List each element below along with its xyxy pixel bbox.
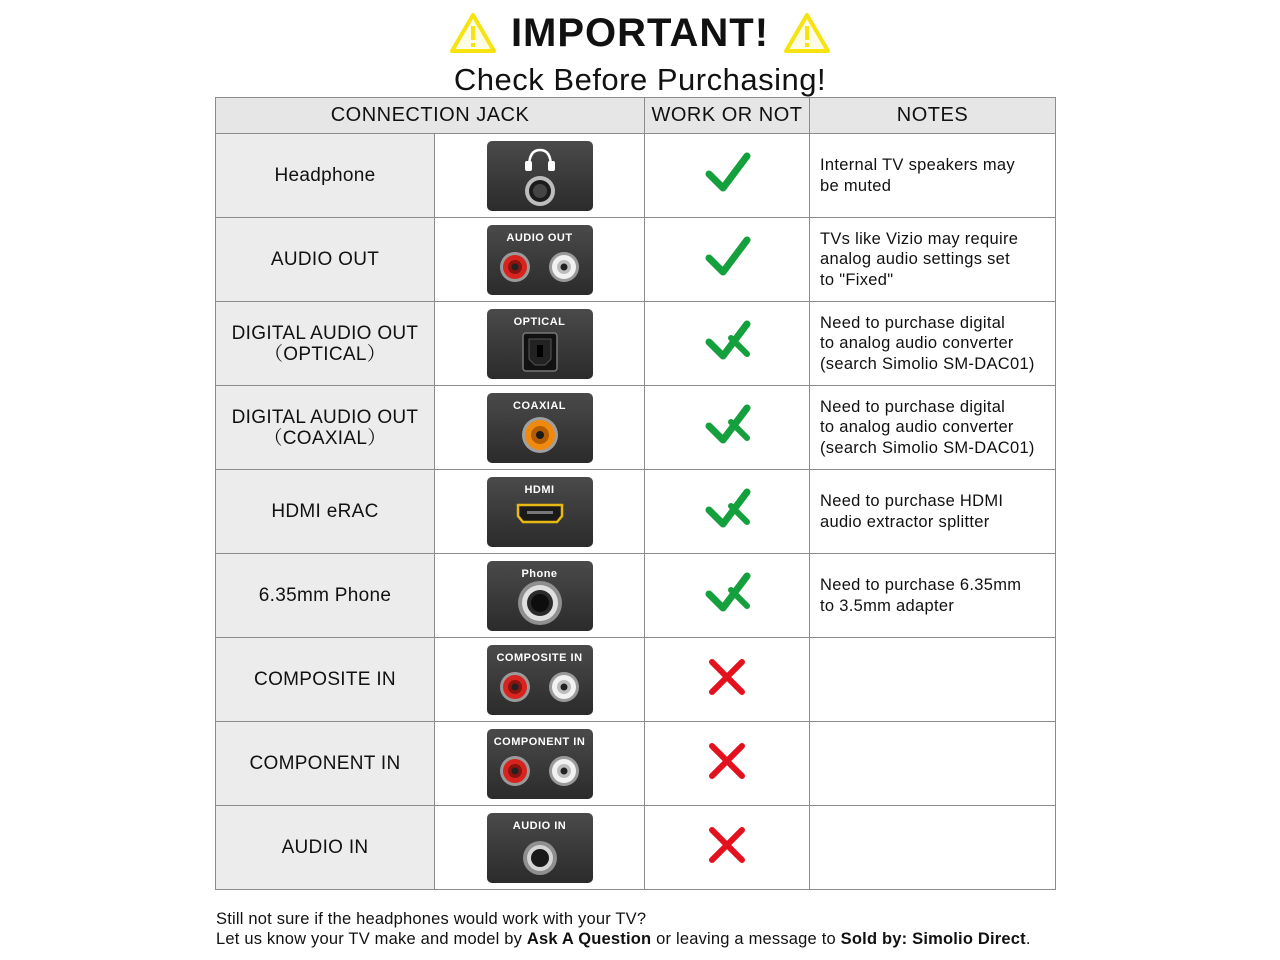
jack-cell [435, 134, 645, 218]
note-line: to analog audio converter [820, 334, 1014, 353]
jack-label: Phone [521, 567, 558, 580]
page-title: IMPORTANT! [510, 10, 770, 55]
compatibility-table [215, 97, 1056, 890]
note-line: be muted [820, 176, 892, 195]
check-cross-icon [701, 316, 753, 366]
note-cell [810, 554, 1056, 638]
footer-text: . [1025, 930, 1031, 948]
table-row [216, 470, 1056, 554]
jack-image [487, 729, 593, 799]
connection-name [216, 806, 435, 890]
cross-icon [702, 736, 752, 786]
table-row [216, 806, 1056, 890]
note-line: Need to purchase HDMI [820, 492, 1004, 510]
table-row [216, 722, 1056, 806]
footer-text: or leaving a message to [651, 930, 841, 948]
jack-image [487, 645, 593, 715]
jack-cell [435, 386, 645, 470]
jack-cell [435, 722, 645, 806]
connection-name [216, 722, 435, 806]
note-line: analog audio settings set [820, 250, 1011, 269]
note-cell [810, 638, 1056, 722]
note-line: Need to purchase 6.35mm [820, 576, 1022, 594]
jack-label: OPTICAL [513, 315, 566, 328]
work-status-cell [645, 722, 810, 806]
note-cell [810, 386, 1056, 470]
note-line: to 3.5mm adapter [820, 596, 955, 615]
note-cell [810, 302, 1056, 386]
ask-question-link[interactable]: Ask A Question [526, 930, 652, 948]
connection-name-line: AUDIO OUT [270, 249, 380, 270]
jack-cell [435, 470, 645, 554]
jack-image [487, 309, 593, 379]
jack-image [487, 393, 593, 463]
footer [216, 909, 1031, 949]
connection-name-line: 6.35mm Phone [258, 585, 392, 606]
header-work-or-not: WORK OR NOT [645, 98, 810, 134]
note-line: Need to purchase digital [820, 397, 1006, 416]
check-cross-icon [701, 484, 753, 534]
work-status-cell [645, 218, 810, 302]
jack-label: AUDIO OUT [506, 231, 573, 244]
work-status-cell [645, 806, 810, 890]
footer-line-2 [216, 929, 1031, 949]
jack-cell [435, 554, 645, 638]
connection-name-line: （OPTICAL） [264, 343, 386, 365]
footer-text: Let us know your TV make and model by [216, 930, 527, 948]
note-line: (search Simolio SM-DAC01) [820, 438, 1035, 457]
footer-line-1: Still not sure if the headphones would work with your TV? [216, 910, 647, 928]
jack-cell [435, 218, 645, 302]
connection-name [216, 134, 435, 218]
jack-label: COMPONENT IN [493, 735, 586, 748]
table-row [216, 386, 1056, 470]
jack-label: COAXIAL [513, 399, 566, 412]
connection-name [216, 470, 435, 554]
connection-name [216, 302, 435, 386]
table-row [216, 554, 1056, 638]
note-cell [810, 218, 1056, 302]
jack-image [487, 225, 593, 295]
check-icon [701, 232, 753, 282]
note-line: (search Simolio SM-DAC01) [820, 354, 1035, 373]
headphone-jack-icon [487, 141, 593, 211]
jack-cell [435, 302, 645, 386]
note-line: TVs like Vizio may require [820, 229, 1019, 248]
note-line: Need to purchase digital [820, 313, 1006, 332]
header-notes: NOTES [810, 98, 1056, 134]
work-status-cell [645, 554, 810, 638]
table-row [216, 218, 1056, 302]
connection-name [216, 638, 435, 722]
connection-name-line: HDMI eRAC [271, 501, 379, 522]
seller-link[interactable]: Sold by: Simolio Direct [840, 930, 1026, 948]
jack-cell [435, 638, 645, 722]
jack-image [487, 477, 593, 547]
connection-name-line: COMPONENT IN [249, 753, 401, 774]
check-cross-icon [701, 400, 753, 450]
cross-icon [702, 820, 752, 870]
table-row [216, 638, 1056, 722]
connection-name-line: （COAXIAL） [263, 427, 387, 449]
connection-name [216, 554, 435, 638]
table-row [216, 134, 1056, 218]
warning-icon [449, 12, 497, 54]
note-line: audio extractor splitter [820, 512, 990, 531]
jack-label: AUDIO IN [512, 819, 567, 832]
note-line: Internal TV speakers may [820, 156, 1015, 174]
check-cross-icon [701, 568, 753, 618]
jack-label: COMPOSITE IN [496, 651, 583, 664]
jack-image [487, 813, 593, 883]
note-cell [810, 806, 1056, 890]
note-line: to "Fixed" [820, 270, 894, 289]
work-status-cell [645, 470, 810, 554]
note-cell [810, 470, 1056, 554]
note-cell [810, 134, 1056, 218]
note-cell [810, 722, 1056, 806]
page-subtitle: Check Before Purchasing! [453, 62, 827, 97]
connection-name-line: DIGITAL AUDIO OUT [231, 406, 419, 428]
connection-name-line: AUDIO IN [281, 837, 369, 858]
work-status-cell [645, 386, 810, 470]
jack-label: HDMI [524, 483, 555, 496]
cross-icon [702, 652, 752, 702]
header [0, 8, 1280, 98]
jack-cell [435, 806, 645, 890]
connection-name-line: COMPOSITE IN [254, 669, 396, 690]
connection-name [216, 218, 435, 302]
jack-image [487, 141, 593, 211]
work-status-cell [645, 638, 810, 722]
jack-image [487, 561, 593, 631]
header-connection-jack: CONNECTION JACK [216, 98, 645, 134]
title-row [0, 8, 1280, 58]
check-icon [701, 148, 753, 198]
table-header-row [216, 98, 1056, 134]
connection-name-line: Headphone [274, 165, 376, 186]
connection-name [216, 386, 435, 470]
warning-icon [783, 12, 831, 54]
work-status-cell [645, 302, 810, 386]
connection-name-line: DIGITAL AUDIO OUT [231, 322, 419, 344]
table-row [216, 302, 1056, 386]
note-line: to analog audio converter [820, 418, 1014, 437]
work-status-cell [645, 134, 810, 218]
